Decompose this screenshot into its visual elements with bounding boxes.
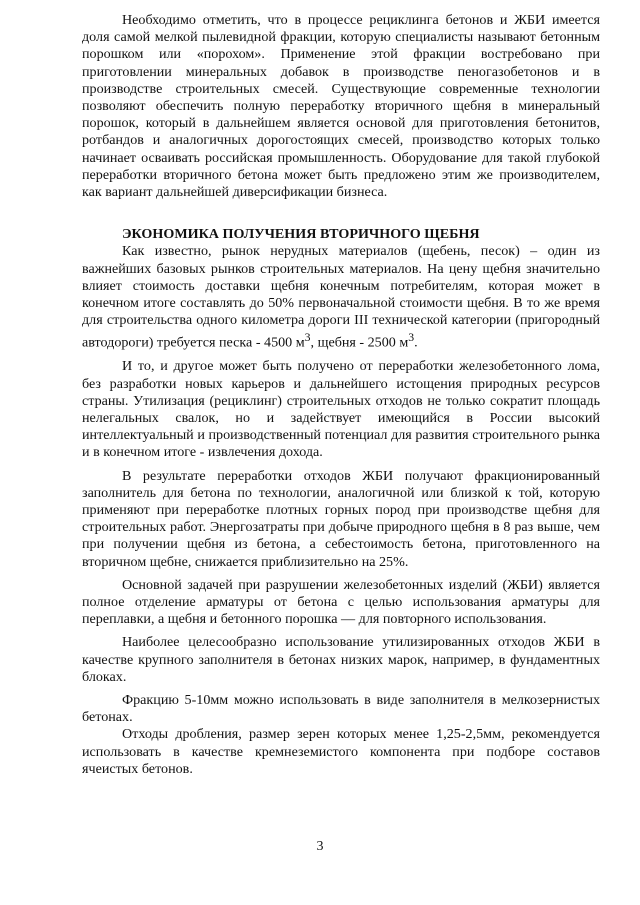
- section-heading: ЭКОНОМИКА ПОЛУЧЕНИЯ ВТОРИЧНОГО ЩЕБНЯ: [122, 226, 480, 243]
- paragraph-market-mid: , щебня - 2500 м: [310, 335, 409, 352]
- superscript-cubic: 3: [304, 331, 311, 345]
- paragraph-fractionated-filler: В результате переработки отходов ЖБИ получают фракционированный заполнитель для бетона по технологии, аналогичной или близкой к той, которую применяют при переработке плотных горных пород при производстве щебня для строительных работ. Энергозатраты при добыче природного щебня в 8 раз выше, чем при получении щебня из бетона, а себестоимость бетона, приготовленного на вторичном щебне, снижается приблизительно на 25%.: [82, 467, 600, 570]
- document-page: [82, 12, 600, 778]
- paragraph-main-task: Основной задачей при разрушении железобетонных изделий (ЖБИ) является полное отделение арматуры от бетона с целью использования арматуры для переплавки, а щебня и бетонного порошка — для повторного использования.: [82, 576, 600, 628]
- superscript-cubic: 3: [408, 331, 415, 345]
- page-number: 3: [316, 839, 324, 854]
- paragraph-coarse-filler: Наиболее целесообразно использование утилизированных отходов ЖБИ в качестве крупного заполнителя в бетонах низких марок, например, в фундаментных блоках.: [82, 634, 600, 685]
- paragraph-market-text: Как известно, рынок нерудных материалов (щебень, песок) – один из важнейших базовых рынков строительных материалов. На цену щебня значительно влияет стоимость доставки щебня конечным потребителям, которая может в конечном итоге составлять до 50% первоначальной стоимости щебня. В то же время для строительства одного километра дороги III технической категории (пригородный автодороги) требуется песка - 4500 м: [82, 243, 600, 352]
- paragraph-market-end: .: [414, 335, 418, 352]
- paragraph-recycling-benefits: И то, и другое может быть получено от переработки железобетонного лома, без разработки новых карьеров и дальнейшего истощения природных ресурсов страны. Утилизация (рециклинг) строительных отходов не только сократит площадь нелегальных свалок, но и задействует имеющийся в России высокий интеллектуальный и производственный потенциал для развития строительного рынка и в конечном итоге - извлечения дохода.: [82, 358, 600, 461]
- paragraph-market: [82, 243, 600, 352]
- paragraph-crushing-waste: Отходы дробления, размер зерен которых менее 1,25-2,5мм, рекомендуется использовать в качестве кремнеземистого компонента при подборе составов ячеистых бетонов.: [82, 726, 600, 777]
- paragraph-fraction-5-10: Фракцию 5-10мм можно использовать в виде заполнителя в мелкозернистых бетонах.: [82, 692, 600, 726]
- intro-paragraph: Необходимо отметить, что в процессе рециклинга бетонов и ЖБИ имеется доля самой мелкой пылевидной фракции, которую специалисты называют бетонным порошком или «порохом». Применение этой фракции востребовано при приготовлении минеральных добавок в производстве пеногазобетонов и в производстве строительных смесей. Существующие современные технологии позволяют обеспечить полную переработку вторичного щебня в минеральный порошок, который в дальнейшем является основой для приготовления бетонитов, ротбандов и аналогичных дорогостоящих смесей, производство которых только начинает осваивать российская промышленность. Оборудование для такой глубокой переработки вторичного бетона может быть предложено этим же производителем, как вариант дальнейшей диверсификации бизнеса.: [82, 12, 600, 201]
